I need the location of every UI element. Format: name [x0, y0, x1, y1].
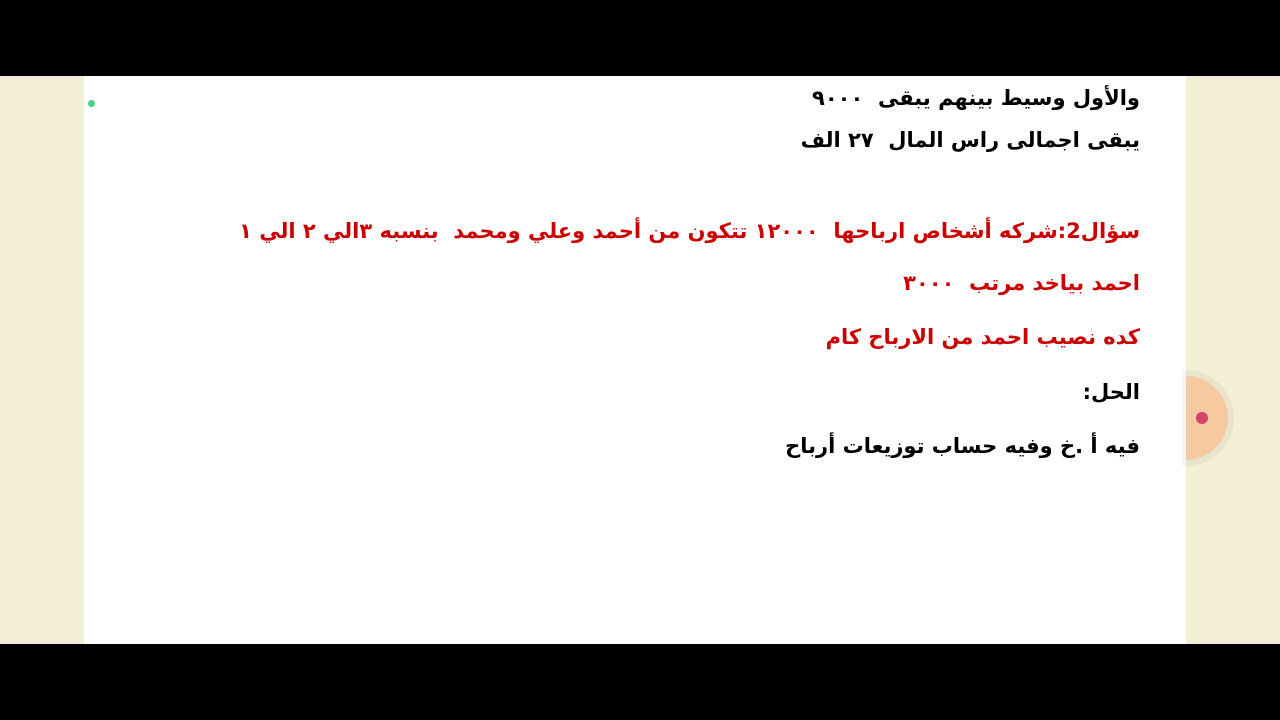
- spacer: [130, 112, 1140, 126]
- text-line-6: الحل:: [1082, 379, 1140, 404]
- letterbox-top: [0, 0, 1280, 76]
- text-line-1: والأول وسيط بينهم يبقى ٩٠٠٠: [812, 86, 1140, 110]
- text-line-4: احمد بياخد مرتب ٣٠٠٠: [903, 271, 1140, 296]
- spacer: [130, 245, 1140, 269]
- side-handle-knob-icon: [1196, 412, 1208, 424]
- spacer: [130, 155, 1140, 217]
- spacer: [130, 352, 1140, 378]
- slide-canvas: [0, 76, 1280, 644]
- text-line-5: كده نصيب احمد من الارباح كام: [825, 325, 1140, 350]
- document-page: [84, 76, 1186, 644]
- text-line-3: سؤال2:شركه أشخاص ارباحها ١٢٠٠٠ تتكون من أحمد وعلي ومحمد بنسبه ٣الي ٢ الي ١: [239, 218, 1140, 243]
- text-line-7: فيه أ .خ وفيه حساب توزيعات أرباح: [785, 434, 1140, 459]
- text-line-2: يبقى اجمالى راس المال ٢٧ الف: [800, 128, 1140, 153]
- spacer: [130, 297, 1140, 323]
- letterbox-bottom: [0, 644, 1280, 720]
- document-text-block: [84, 76, 1186, 644]
- spacer: [130, 406, 1140, 432]
